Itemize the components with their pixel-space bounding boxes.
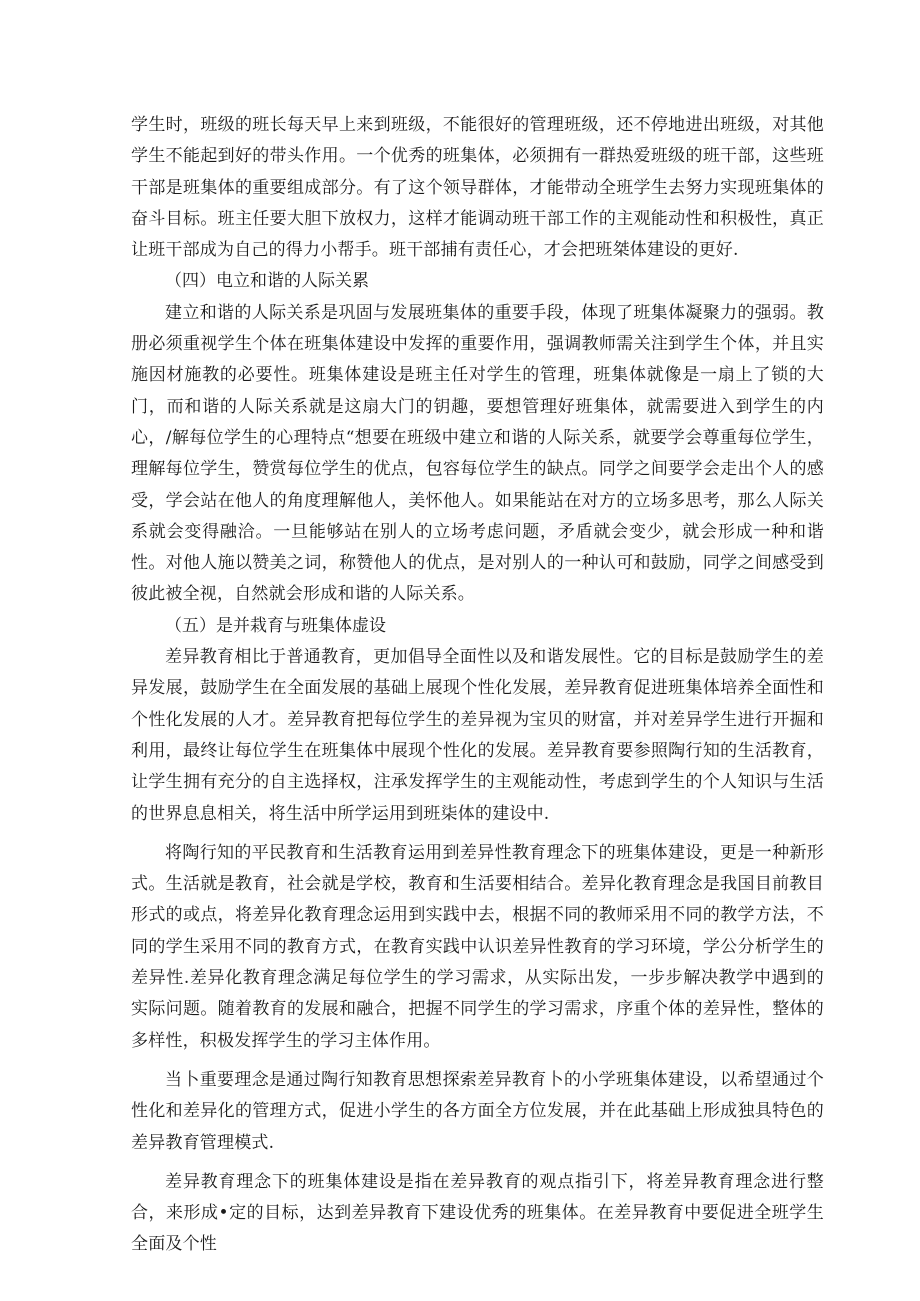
paragraph-gap — [131, 1159, 824, 1167]
document-body — [131, 110, 824, 1261]
paragraph-key-concept: 当卜重要理念是通过陶行知教育思想探索差异教育卜的小学班集体建设，以希望通过个性化和差异化的管理方式，促进小学生的各方面全方位发展，并在此基础上形成独具特色的差异教育管理模式. — [131, 1069, 824, 1153]
paragraph-harmonious-relations: 建立和谐的人际关系是巩固与发展班集体的重要手段，体现了班集体凝聚力的强弱。教册必须重视学生个体在班集体建设中发挥的重要作用，强调教师需关注到学生个体，并且实施因材施教的必要性。班集体建设是班主任对学生的管理，班集体就像是一扇上了锁的大门，而和谐的人际关系就是这扇大门的钥趣，要想管理好班集体，就需要进入到学生的内心，/解每位学生的心理特点“想要在班级中建立和谐的人际关系，就要学会尊重每位学生，理解每位学生，赞赏每位学生的优点，包容每位学生的缺点。同学之间要学会走出个人的感受，学会站在他人的角度理解他人，美怀他人。如果能站在对方的立场多思考，那么人际关系就会变得融洽。一旦能够站在别人的立场考虑问题，矛盾就会变少，就会形成一种和谐性。对他人施以赞美之词，称赞他人的优点，是对别人的一种认可和鼓励，同学之间感受到彼此被全视，自然就会形成和谐的人际关系。 — [131, 302, 824, 605]
paragraph-continuation: 学生时，班级的班长每天早上来到班级，不能很好的管理班级，还不停地进出班级，对其他学生不能起到好的带头作用。一个优秀的班集体，必须拥有一群热爱班级的班干部，这些班干部是班集体的重要组成部分。有了这个领导群体，才能带动全班学生去努力实现班集体的奋斗目标。班主任要大胆下放权力，这样才能调动班干部工作的主观能动性和积极性，真正让班干部成为自己的得力小帮手。班干部捕有责任心，才会把班桀体建设的更好. — [131, 115, 824, 261]
paragraph-gap — [131, 830, 824, 838]
paragraph-tao-xingzhi: 将陶行知的平民教育和生活教育运用到差异性教育理念下的班集体建设，更是一种新形式。生活就是教育，社会就是学校，教育和生活要相结合。差异化教育理念是我国目前教目形式的或点，将差异化教育理念运用到实践中去，根据不同的教师采用不同的教学方法，不同的学生采用不同的教育方式，在教育实践中认识差异性教育的学习环境，学公分析学生的差异性.差异化教育理念满足每位学生的学习需求，从实际出发，一步步解决教学中遇到的实际问题。随着教育的发展和融合，把握不同学生的学习需求，序重个体的差异性，整体的多样性，积极发挥学生的学习主体作用。 — [131, 842, 824, 1051]
section-heading-4: （四）电立和谐的人际关累 — [165, 271, 369, 292]
paragraph-gap — [131, 1057, 824, 1065]
paragraph-class-building: 差异教育理念下的班集体建设是指在差异教育的观点指引下，将差异教育理念进行整合，来形成•定的目标，达到差异教育下建设优秀的班集体。在差异教育中要促进全班学生全面及个性 — [131, 1171, 824, 1255]
section-heading-5: （五）是并栽育与班集体虚设 — [165, 615, 386, 636]
paragraph-difference-education: 差异教育相比于普通教育，更加倡导全面性以及和谐发展性。它的目标是鼓励学生的差异发展，鼓励学生在全面发展的基础上展现个性化发展，差异教育促进班集体培养全面性和个性化发展的人才。差异教育把每位学生的差异视为宝贝的财富，并对差异学生进行开掘和利用，最终让每位学生在班集体中展现个性化的发展。差异教育要参照陶行知的生活教育，让学生拥有充分的自主选择权，注承发挥学生的主观能动性，考虑到学生的个人知识与生活的世界息息相关，将生活中所学运用到班柒体的建设中. — [131, 647, 824, 824]
